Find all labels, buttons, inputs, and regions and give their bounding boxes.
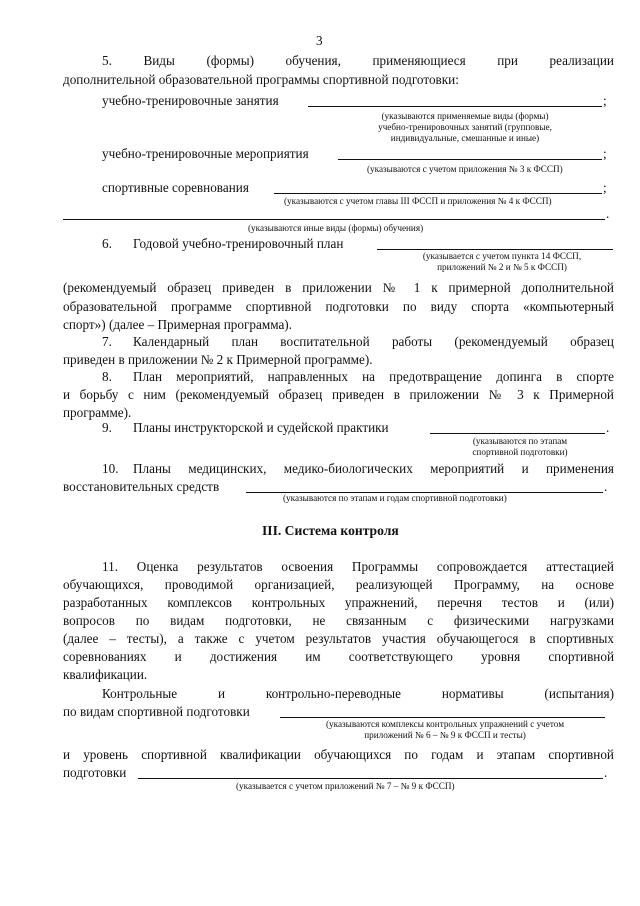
level-note: (указывается с учетом приложений № 7 – № 9 к ФССП) bbox=[236, 781, 455, 791]
training-events-blank bbox=[338, 159, 602, 160]
level-blank bbox=[138, 778, 603, 779]
competitions-semicolon: ; bbox=[603, 180, 607, 195]
item5-word: реализации bbox=[549, 53, 614, 68]
item5-line1 bbox=[102, 53, 614, 69]
item6-line3: образовательной программе спортивной подготовки по виду спорта «компьютерный bbox=[63, 299, 614, 314]
training-events-semicolon: ; bbox=[603, 146, 607, 161]
norms-line2: по видам спортивной подготовки bbox=[63, 704, 250, 719]
item5-word: (формы) bbox=[206, 53, 254, 68]
competitions-blank bbox=[274, 193, 602, 194]
item10-number: 10. bbox=[102, 461, 119, 476]
item11-line4: вопросов по видам подготовки, не связанным с физическими нагрузками bbox=[63, 613, 614, 628]
item8-line3: программе). bbox=[63, 405, 132, 420]
item9-note: (указываются по этапам спортивной подготовки) bbox=[472, 436, 568, 457]
item9-blank bbox=[430, 433, 605, 434]
training-sessions-semicolon: ; bbox=[603, 93, 607, 108]
item6-line2: (рекомендуемый образец приведен в приложении № 1 к примерной дополнительной bbox=[63, 280, 614, 295]
level-line1: и уровень спортивной квалификации обучающихся по годам и этапам спортивной bbox=[63, 747, 614, 762]
other-forms-note: (указываются иные виды (формы) обучения) bbox=[248, 223, 424, 233]
item6-blank bbox=[377, 249, 613, 250]
item10-period: . bbox=[604, 479, 608, 494]
training-sessions-note: (указываются применяемые виды (формы) учебно-тренировочных занятий (групповые, индивидуальные, смешанные и иные) bbox=[378, 111, 552, 143]
item11-line2: обучающихся, проводимой организацией, реализующей Программу, на основе bbox=[63, 577, 614, 592]
item5-word: Виды bbox=[143, 53, 175, 68]
training-sessions-label: учебно-тренировочные занятия bbox=[102, 93, 279, 108]
page-number: 3 bbox=[316, 33, 323, 48]
training-sessions-blank bbox=[308, 106, 602, 107]
other-forms-period: . bbox=[606, 206, 610, 221]
norms-blank bbox=[280, 717, 605, 718]
item8-line1: План мероприятий, направленных на предотвращение допинга в спорте bbox=[133, 369, 614, 384]
item11-line6: соревнованиях и достижения им соответствующего уровня спортивной bbox=[63, 649, 614, 664]
item6-line4: спорт») (далее – Примерная программа). bbox=[63, 317, 292, 332]
item5-word: применяющиеся bbox=[372, 53, 466, 68]
item5-line2: дополнительной образовательной программы спортивной подготовки: bbox=[63, 72, 459, 87]
item7-line1: Календарный план воспитательной работы (рекомендуемый образец bbox=[133, 334, 614, 349]
item6-note: (указывается с учетом пункта 14 ФССП, приложений № 2 и № 5 к ФССП) bbox=[422, 251, 582, 272]
item11-line1: 11. Оценка результатов освоения Программы сопровождается аттестацией bbox=[102, 559, 614, 574]
item8-line2: и борьбу с ним (рекомендуемый образец приведен в приложении № 3 к Примерной bbox=[63, 387, 614, 402]
item10-line1: Планы медицинских, медико-биологических мероприятий и применения bbox=[133, 461, 614, 476]
item10-note: (указываются по этапам и годам спортивной подготовки) bbox=[283, 493, 507, 503]
section-heading: III. Система контроля bbox=[262, 523, 399, 538]
other-forms-blank bbox=[63, 219, 605, 220]
item11-line5: (далее – тесты), а также с учетом результатов участия обучающегося в спортивных bbox=[63, 631, 614, 646]
training-events-note: (указываются с учетом приложения № 3 к ФССП) bbox=[367, 164, 563, 174]
item8-number: 8. bbox=[102, 369, 112, 384]
level-line2: подготовки bbox=[63, 765, 127, 780]
competitions-label: спортивные соревнования bbox=[102, 180, 249, 195]
item6-number: 6. bbox=[102, 236, 112, 251]
norms-line1: Контрольные и контрольно-переводные нормативы (испытания) bbox=[102, 686, 614, 701]
item9-period: . bbox=[606, 420, 610, 435]
item11-line7: квалификации. bbox=[63, 667, 148, 682]
item9-number: 9. bbox=[102, 420, 112, 435]
item5-word: обучения, bbox=[285, 53, 341, 68]
item11-line3: разработанных комплексов контрольных упражнений, перечня тестов и (или) bbox=[63, 595, 614, 610]
norms-note: (указываются комплексы контрольных упражнений с учетом приложений № 6 – № 9 к ФССП и тесты) bbox=[325, 719, 565, 740]
item5-number: 5. bbox=[102, 53, 112, 68]
training-events-label: учебно-тренировочные мероприятия bbox=[102, 146, 309, 161]
competitions-note: (указываются с учетом главы III ФССП и приложения № 4 к ФССП) bbox=[284, 196, 552, 206]
item6-title: Годовой учебно-тренировочный план bbox=[133, 236, 344, 251]
item9-title: Планы инструкторской и судейской практики bbox=[133, 420, 389, 435]
item5-word: при bbox=[497, 53, 518, 68]
item7-number: 7. bbox=[102, 334, 112, 349]
item10-line2: восстановительных средств bbox=[63, 479, 220, 494]
level-period: . bbox=[604, 765, 608, 780]
item7-line2: приведен в приложении № 2 к Примерной программе). bbox=[63, 352, 373, 367]
